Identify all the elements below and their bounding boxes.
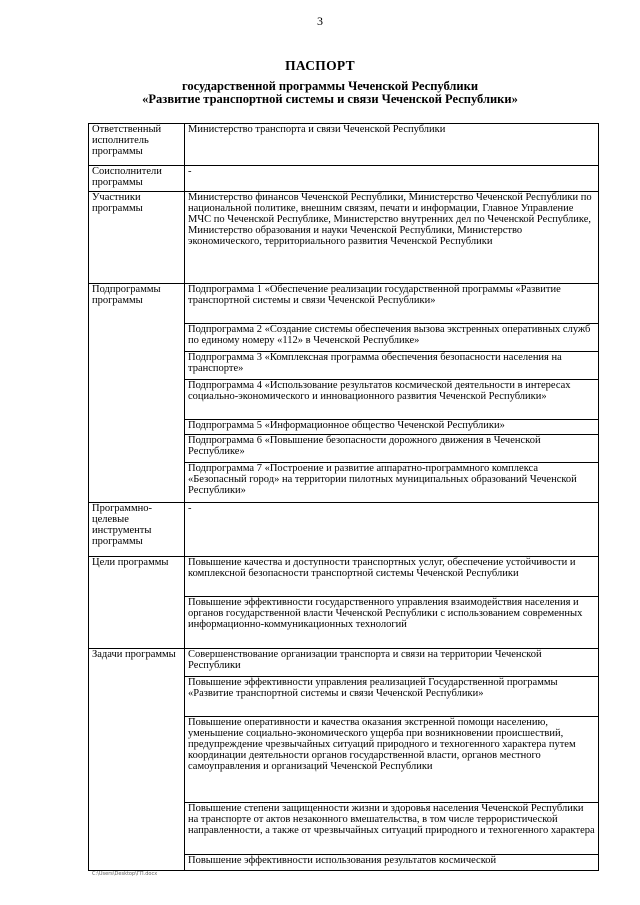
table-row: [89, 192, 599, 284]
table-row: [89, 166, 599, 192]
row-value-cell: -: [185, 503, 599, 557]
row-value-cell: Повышение качества и доступности транспортных услуг, обеспечение устойчивости и комплексной безопасности транспортной системы Чеченской Республики: [185, 557, 599, 597]
row-label-cell: Ответственный исполнитель программы: [89, 124, 185, 166]
row-value-cell: Министерство транспорта и связи Чеченской Республики: [185, 124, 599, 166]
table-row: [89, 503, 599, 557]
document-subtitle: [60, 80, 600, 106]
row-label-cell: Цели программы: [89, 557, 185, 649]
row-label-cell: Подпрограммы программы: [89, 284, 185, 503]
row-value-cell: Подпрограмма 6 «Повышение безопасности дорожного движения в Чеченской Республике»: [185, 435, 599, 463]
table-row: [89, 557, 599, 597]
row-label-cell: Задачи программы: [89, 649, 185, 871]
row-value-cell: -: [185, 166, 599, 192]
row-value-cell: Повышение эффективности государственного управления взаимодействия населения и органов государственной власти Чеченской Республики с использованием современных информационно-коммуникационных технологий: [185, 597, 599, 649]
row-value-cell: Подпрограмма 3 «Комплексная программа обеспечения безопасности населения на транспорте»: [185, 352, 599, 380]
row-value-cell: Повышение степени защищенности жизни и здоровья населения Чеченской Республики на транспорте от актов незаконного вмешательства, в том числе террористической направленности, а также от чрезвычайных ситуаций природного и техногенного характера: [185, 803, 599, 855]
row-value-cell: Подпрограмма 4 «Использование результатов космической деятельности в интересах социально-экономического и инновационного развития Чеченской Республики»: [185, 380, 599, 420]
row-label-cell: Соисполнители программы: [89, 166, 185, 192]
subtitle-line-1: государственной программы Чеченской Республики: [181, 79, 479, 93]
row-value-cell: Подпрограмма 5 «Информационное общество Чеченской Республики»: [185, 420, 599, 435]
row-value-cell: Повышение оперативности и качества оказания экстренной помощи населению, уменьшение социально-экономического ущерба при возникновении происшествий, предупреждение чрезвычайных ситуаций природного и техногенного характера путем координации деятельности органов государственной власти, органов местного самоуправления и организаций Чеченской Республики: [185, 717, 599, 803]
page-number: 3: [317, 14, 323, 28]
row-value-cell: Повышение эффективности использования результатов космической: [185, 855, 599, 871]
row-value-cell: Повышение эффективности управления реализацией Государственной программы «Развитие транспортной системы и связи Чеченской Республики»: [185, 677, 599, 717]
document-title: ПАСПОРТ: [285, 58, 355, 73]
row-value-cell: Совершенствование организации транспорта и связи на территории Чеченской Республики: [185, 649, 599, 677]
row-value-cell: Министерство финансов Чеченской Республики, Министерство Чеченской Республики по национальной политике, внешним связям, печати и информации, Главное Управление МЧС по Чеченской Республике, Министерство внутренних дел по Чеченской Республике, Министерство образования и науки Чеченской Республики, Министерство экономического, территориального развития Чеченской Республики: [185, 192, 599, 284]
table-row: [89, 124, 599, 166]
row-value-cell: Подпрограмма 2 «Создание системы обеспечения вызова экстренных оперативных служб по единому номеру «112» в Чеченской Республике»: [185, 324, 599, 352]
table-row: [89, 649, 599, 677]
footer-file-path: С:\Users\Desktop\ГП.docx: [92, 871, 158, 877]
table-row: [89, 284, 599, 324]
subtitle-line-2: «Развитие транспортной системы и связи Чеченской Республики»: [142, 92, 518, 106]
row-label-cell: Программно-целевые инструменты программы: [89, 503, 185, 557]
row-value-cell: Подпрограмма 1 «Обеспечение реализации государственной программы «Развитие транспортной системы и связи Чеченской Республики»: [185, 284, 599, 324]
passport-table-body: [89, 124, 599, 871]
row-value-cell: Подпрограмма 7 «Построение и развитие аппаратно-программного комплекса «Безопасный город» на территории пилотных муниципальных образований Чеченской Республики»: [185, 463, 599, 503]
passport-table: [88, 123, 599, 871]
row-label-cell: Участники программы: [89, 192, 185, 284]
